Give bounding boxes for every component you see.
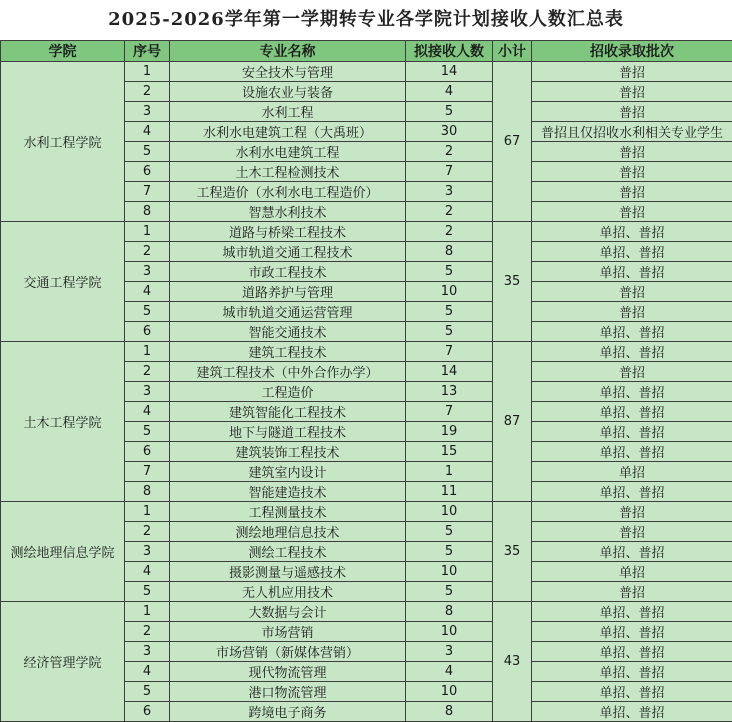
seq-cell: 2	[125, 522, 170, 542]
major-cell: 市场营销	[170, 622, 406, 642]
seq-cell: 3	[125, 262, 170, 282]
header-planned: 拟接收人数	[406, 41, 493, 62]
planned-cell: 4	[406, 82, 493, 102]
batch-cell: 普招	[532, 142, 732, 162]
seq-cell: 4	[125, 282, 170, 302]
seq-cell: 7	[125, 462, 170, 482]
major-cell: 工程造价（水利水电工程造价）	[170, 182, 406, 202]
batch-cell: 单招、普招	[532, 242, 732, 262]
seq-cell: 2	[125, 362, 170, 382]
batch-cell: 普招	[532, 522, 732, 542]
seq-cell: 5	[125, 582, 170, 602]
seq-cell: 6	[125, 442, 170, 462]
planned-cell: 19	[406, 422, 493, 442]
batch-cell: 普招	[532, 62, 732, 82]
header-row	[1, 41, 732, 62]
batch-cell: 单招、普招	[532, 422, 732, 442]
batch-cell: 单招	[532, 562, 732, 582]
batch-cell: 单招、普招	[532, 382, 732, 402]
seq-cell: 4	[125, 402, 170, 422]
major-cell: 土木工程检测技术	[170, 162, 406, 182]
seq-cell: 6	[125, 162, 170, 182]
seq-cell: 4	[125, 662, 170, 682]
batch-cell: 普招	[532, 282, 732, 302]
planned-cell: 13	[406, 382, 493, 402]
batch-cell: 单招、普招	[532, 602, 732, 622]
major-cell: 测绘工程技术	[170, 542, 406, 562]
planned-cell: 7	[406, 162, 493, 182]
table-row	[1, 62, 732, 82]
page-title: 2025-2026学年第一学期转专业各学院计划接收人数汇总表	[0, 0, 732, 40]
seq-cell: 3	[125, 102, 170, 122]
planned-cell: 3	[406, 182, 493, 202]
major-cell: 道路与桥梁工程技术	[170, 222, 406, 242]
major-cell: 建筑工程技术	[170, 342, 406, 362]
major-cell: 建筑智能化工程技术	[170, 402, 406, 422]
major-cell: 智慧水利技术	[170, 202, 406, 222]
major-cell: 城市轨道交通运营管理	[170, 302, 406, 322]
college-cell: 水利工程学院	[1, 62, 125, 222]
major-cell: 智能建造技术	[170, 482, 406, 502]
batch-cell: 单招、普招	[532, 342, 732, 362]
planned-cell: 5	[406, 102, 493, 122]
planned-cell: 14	[406, 62, 493, 82]
major-cell: 大数据与会计	[170, 602, 406, 622]
seq-cell: 6	[125, 702, 170, 722]
planned-cell: 10	[406, 682, 493, 702]
table-row	[1, 342, 732, 362]
batch-cell: 普招	[532, 502, 732, 522]
batch-cell: 普招	[532, 102, 732, 122]
batch-cell: 单招、普招	[532, 482, 732, 502]
planned-cell: 5	[406, 582, 493, 602]
planned-cell: 5	[406, 302, 493, 322]
seq-cell: 2	[125, 622, 170, 642]
planned-cell: 5	[406, 262, 493, 282]
subtotal-cell: 87	[493, 342, 532, 502]
major-cell: 水利水电建筑工程（大禹班）	[170, 122, 406, 142]
major-cell: 市政工程技术	[170, 262, 406, 282]
batch-cell: 单招、普招	[532, 662, 732, 682]
batch-cell: 普招	[532, 162, 732, 182]
header-batch: 招收录取批次	[532, 41, 732, 62]
major-cell: 建筑室内设计	[170, 462, 406, 482]
seq-cell: 5	[125, 142, 170, 162]
batch-cell: 普招且仅招收水利相关专业学生	[532, 122, 732, 142]
batch-cell: 单招、普招	[532, 682, 732, 702]
header-subtotal: 小计	[493, 41, 532, 62]
batch-cell: 普招	[532, 302, 732, 322]
major-cell: 水利水电建筑工程	[170, 142, 406, 162]
batch-cell: 普招	[532, 582, 732, 602]
planned-cell: 2	[406, 222, 493, 242]
batch-cell: 普招	[532, 362, 732, 382]
major-cell: 摄影测量与遥感技术	[170, 562, 406, 582]
table-row	[1, 502, 732, 522]
seq-cell: 8	[125, 482, 170, 502]
batch-cell: 普招	[532, 82, 732, 102]
major-cell: 建筑工程技术（中外合作办学）	[170, 362, 406, 382]
planned-cell: 8	[406, 242, 493, 262]
batch-cell: 单招	[532, 462, 732, 482]
planned-cell: 2	[406, 202, 493, 222]
batch-cell: 单招、普招	[532, 622, 732, 642]
planned-cell: 10	[406, 502, 493, 522]
major-cell: 安全技术与管理	[170, 62, 406, 82]
seq-cell: 3	[125, 542, 170, 562]
college-cell: 测绘地理信息学院	[1, 502, 125, 602]
major-cell: 市场营销（新媒体营销）	[170, 642, 406, 662]
college-cell: 交通工程学院	[1, 222, 125, 342]
planned-cell: 10	[406, 622, 493, 642]
batch-cell: 普招	[532, 182, 732, 202]
major-cell: 道路养护与管理	[170, 282, 406, 302]
major-cell: 设施农业与装备	[170, 82, 406, 102]
header-major: 专业名称	[170, 41, 406, 62]
subtotal-cell: 67	[493, 62, 532, 222]
planned-cell: 5	[406, 522, 493, 542]
batch-cell: 单招、普招	[532, 442, 732, 462]
major-cell: 工程造价	[170, 382, 406, 402]
seq-cell: 5	[125, 682, 170, 702]
seq-cell: 7	[125, 182, 170, 202]
major-cell: 水利工程	[170, 102, 406, 122]
seq-cell: 6	[125, 322, 170, 342]
table-body	[1, 62, 732, 722]
planned-cell: 7	[406, 402, 493, 422]
college-cell: 经济管理学院	[1, 602, 125, 722]
subtotal-cell: 35	[493, 222, 532, 342]
subtotal-cell: 35	[493, 502, 532, 602]
header-college: 学院	[1, 41, 125, 62]
major-cell: 测绘地理信息技术	[170, 522, 406, 542]
seq-cell: 4	[125, 562, 170, 582]
planned-cell: 2	[406, 142, 493, 162]
seq-cell: 3	[125, 642, 170, 662]
seq-cell: 1	[125, 502, 170, 522]
planned-cell: 30	[406, 122, 493, 142]
major-cell: 城市轨道交通工程技术	[170, 242, 406, 262]
seq-cell: 5	[125, 422, 170, 442]
seq-cell: 1	[125, 222, 170, 242]
major-cell: 港口物流管理	[170, 682, 406, 702]
planned-cell: 8	[406, 702, 493, 722]
seq-cell: 8	[125, 202, 170, 222]
subtotal-cell: 43	[493, 602, 532, 722]
seq-cell: 3	[125, 382, 170, 402]
seq-cell: 5	[125, 302, 170, 322]
planned-cell: 7	[406, 342, 493, 362]
plan-table	[0, 40, 732, 722]
college-cell: 土木工程学院	[1, 342, 125, 502]
planned-cell: 10	[406, 562, 493, 582]
planned-cell: 5	[406, 322, 493, 342]
seq-cell: 2	[125, 82, 170, 102]
planned-cell: 10	[406, 282, 493, 302]
major-cell: 无人机应用技术	[170, 582, 406, 602]
major-cell: 现代物流管理	[170, 662, 406, 682]
planned-cell: 14	[406, 362, 493, 382]
batch-cell: 单招、普招	[532, 402, 732, 422]
seq-cell: 2	[125, 242, 170, 262]
planned-cell: 5	[406, 542, 493, 562]
major-cell: 智能交通技术	[170, 322, 406, 342]
batch-cell: 普招	[532, 202, 732, 222]
batch-cell: 单招、普招	[532, 542, 732, 562]
planned-cell: 1	[406, 462, 493, 482]
table-row	[1, 602, 732, 622]
planned-cell: 8	[406, 602, 493, 622]
planned-cell: 11	[406, 482, 493, 502]
major-cell: 跨境电子商务	[170, 702, 406, 722]
table-row	[1, 222, 732, 242]
batch-cell: 单招、普招	[532, 702, 732, 722]
seq-cell: 4	[125, 122, 170, 142]
batch-cell: 单招、普招	[532, 322, 732, 342]
planned-cell: 15	[406, 442, 493, 462]
planned-cell: 3	[406, 642, 493, 662]
major-cell: 地下与隧道工程技术	[170, 422, 406, 442]
batch-cell: 单招、普招	[532, 222, 732, 242]
seq-cell: 1	[125, 342, 170, 362]
seq-cell: 1	[125, 602, 170, 622]
batch-cell: 单招、普招	[532, 262, 732, 282]
batch-cell: 单招、普招	[532, 642, 732, 662]
planned-cell: 4	[406, 662, 493, 682]
header-seq: 序号	[125, 41, 170, 62]
major-cell: 建筑装饰工程技术	[170, 442, 406, 462]
major-cell: 工程测量技术	[170, 502, 406, 522]
seq-cell: 1	[125, 62, 170, 82]
